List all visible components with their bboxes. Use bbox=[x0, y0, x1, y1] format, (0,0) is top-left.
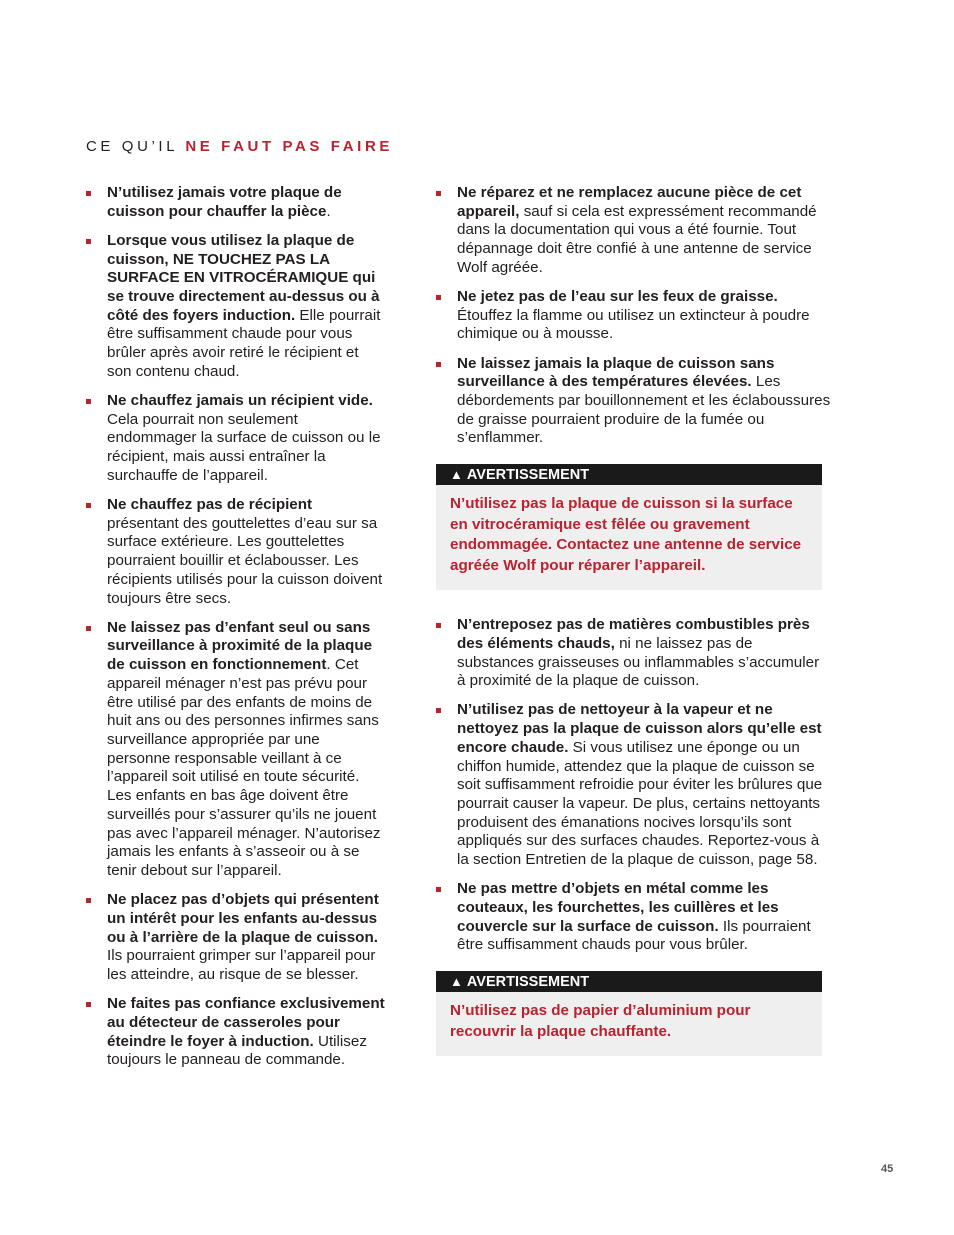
page-number: 45 bbox=[881, 1163, 894, 1175]
warning-triangle-icon: ▲ bbox=[450, 974, 463, 990]
bullet-square-icon bbox=[86, 399, 91, 404]
right-column bbox=[436, 184, 831, 1082]
bullet-square-icon bbox=[436, 191, 441, 196]
warning-text: N’utilisez pas la plaque de cuisson si la surface en vitrocéramique est fêlée ou gravement endommagée. Contactez une antenne de service agréée Wolf pour réparer l’appareil. bbox=[450, 495, 802, 574]
bullet-square-icon bbox=[86, 898, 91, 903]
item-text: . Cet appareil ménager n’est pas prévu pour être utilisé par des enfants de moins de huit ans ou des personnes infirmes sans surveillance appropriée par une personne responsable veillant à ce l’appareil soit utilisé en toute sécurité. Les enfants en bas âge doivent être surveillés pour s’assurer qu’ils ne jouent pas avec l’appareil ménager. N’autorisez jamais les enfants à s’asseoir ou à se tenir debout sur l’appareil. bbox=[107, 656, 381, 879]
item-bold-text: N’utilisez pas de nettoyeur à la vapeur et ne nettoyez pas la plaque de cuisson alors qu’elle est encore chaude. bbox=[457, 701, 822, 756]
item-text: Si vous utilisez une éponge ou un chiffon humide, attendez que la plaque de cuisson se soit suffisamment refroidie pour éviter les brûlures que pourrait causer la vapeur. De plus, certains nettoyants produisent des émanations nocives lorsqu’ils sont appliqués sur des surfaces chaudes. Reportez-vous à la section Entretien de la plaque de cuisson, page 58. bbox=[457, 738, 823, 869]
item-bold-text: Ne réparez et ne remplacez aucune pièce de cet appareil, bbox=[457, 184, 802, 220]
list-item bbox=[436, 184, 831, 278]
item-bold-text: Ne placez pas d’objets qui présentent un intérêt pour les enfants au-dessus ou à l’arrière de la plaque de cuisson. bbox=[107, 891, 379, 946]
warning-header bbox=[436, 971, 822, 992]
warning-triangle-icon: ▲ bbox=[450, 467, 463, 483]
item-bold-text: N’utilisez jamais votre plaque de cuisson pour chauffer la pièce bbox=[107, 184, 342, 220]
section-heading bbox=[86, 138, 393, 155]
item-text: Utilisez toujours le panneau de commande. bbox=[107, 1032, 367, 1069]
item-bold-text: Ne pas mettre d’objets en métal comme les couteaux, les fourchettes, les cuillères et les couvercle sur la surface de cuisson. bbox=[457, 880, 779, 935]
list-item bbox=[436, 355, 831, 449]
item-bold-text: Ne laissez jamais la plaque de cuisson sans surveillance à des températures élevées. bbox=[457, 354, 775, 391]
list-item bbox=[436, 616, 831, 691]
bullet-square-icon bbox=[86, 626, 91, 631]
item-text: Ils pourraient grimper sur l’appareil pour les atteindre, au risque de se blesser. bbox=[107, 947, 376, 983]
item-text: Cela pourrait non seulement endommager la surface de cuisson ou le récipient, mais aussi entraîner la surchauffe de l’appareil. bbox=[107, 410, 381, 484]
bullet-square-icon bbox=[86, 191, 91, 196]
item-bold-text: Ne chauffez jamais un récipient vide. bbox=[107, 392, 373, 410]
item-text: Elle pourrait être suffisamment chaude pour vous brûler après avoir retiré le récipient et son contenu chaud. bbox=[107, 306, 381, 380]
bullet-square-icon bbox=[436, 887, 441, 892]
bullet-square-icon bbox=[436, 708, 441, 713]
item-text: ni ne laissez pas de substances graisseuses ou inflammables s’accumuler à proximité de la plaque de cuisson. bbox=[457, 634, 820, 690]
left-bullet-list bbox=[86, 184, 386, 1070]
item-text: présentant des gouttelettes d’eau sur sa surface extérieure. Les gouttelettes pourraient bouillir et éclabousser. Les récipients utilisés pour la cuisson doivent toujours être secs. bbox=[107, 514, 383, 607]
list-item bbox=[86, 619, 386, 881]
bullet-square-icon bbox=[86, 239, 91, 244]
warning-text: N’utilisez pas de papier d’aluminium pour recouvrir la plaque chauffante. bbox=[450, 1002, 751, 1040]
item-text: . bbox=[326, 202, 331, 220]
list-item bbox=[86, 891, 386, 985]
list-item bbox=[86, 496, 386, 608]
list-item bbox=[436, 701, 831, 869]
warning-label: AVERTISSEMENT bbox=[466, 974, 590, 991]
item-text: Étouffez la flamme ou utilisez un extincteur à poudre chimique ou à mousse. bbox=[457, 306, 810, 343]
item-bold-text: Ne laissez pas d’enfant seul ou sans surveillance à proximité de la plaque de cuisson en fonctionnement bbox=[107, 618, 373, 674]
list-item bbox=[86, 232, 386, 382]
warning-label: AVERTISSEMENT bbox=[466, 467, 590, 484]
item-text: Les débordements par bouillonnement et les éclaboussures de graisse pourraient produire de la fumée ou s’enflammer. bbox=[457, 373, 831, 447]
right-bullet-list-top bbox=[436, 184, 831, 448]
warning-header bbox=[436, 464, 822, 485]
warning-box bbox=[436, 464, 822, 590]
heading-prefix: CE QU’IL bbox=[86, 138, 178, 155]
bullet-square-icon bbox=[436, 362, 441, 367]
bullet-square-icon bbox=[86, 1002, 91, 1007]
bullet-square-icon bbox=[436, 295, 441, 300]
item-bold-text: Ne jetez pas de l’eau sur les feux de graisse. bbox=[457, 288, 778, 306]
bullet-square-icon bbox=[86, 503, 91, 508]
list-item bbox=[86, 392, 386, 486]
item-bold-text: Lorsque vous utilisez la plaque de cuisson, NE TOUCHEZ PAS LA SURFACE EN VITROCÉRAMIQUE qui se trouve directement au-dessus ou à côté des foyers induction. bbox=[107, 231, 380, 324]
list-item bbox=[86, 184, 386, 221]
heading-highlight: NE FAUT PAS FAIRE bbox=[185, 138, 393, 155]
left-column bbox=[86, 184, 386, 1080]
bullet-square-icon bbox=[436, 623, 441, 628]
item-text: sauf si cela est expressément recommandé dans la documentation qui vous a été fournie. Tout dépannage doit être confié à une antenne de service Wolf agréée. bbox=[457, 202, 817, 276]
item-bold-text: N’entreposez pas de matières combustibles près des éléments chauds, bbox=[457, 616, 810, 652]
list-item bbox=[436, 880, 831, 955]
list-item bbox=[436, 288, 831, 344]
item-text: Ils pourraient être suffisamment chauds pour vous brûler. bbox=[457, 917, 811, 954]
list-item bbox=[86, 995, 386, 1070]
right-bullet-list-bottom bbox=[436, 616, 831, 955]
item-bold-text: Ne faites pas confiance exclusivement au détecteur de casseroles pour éteindre le foyer à induction. bbox=[107, 995, 385, 1050]
warning-box bbox=[436, 971, 822, 1056]
item-bold-text: Ne chauffez pas de récipient bbox=[107, 496, 313, 514]
